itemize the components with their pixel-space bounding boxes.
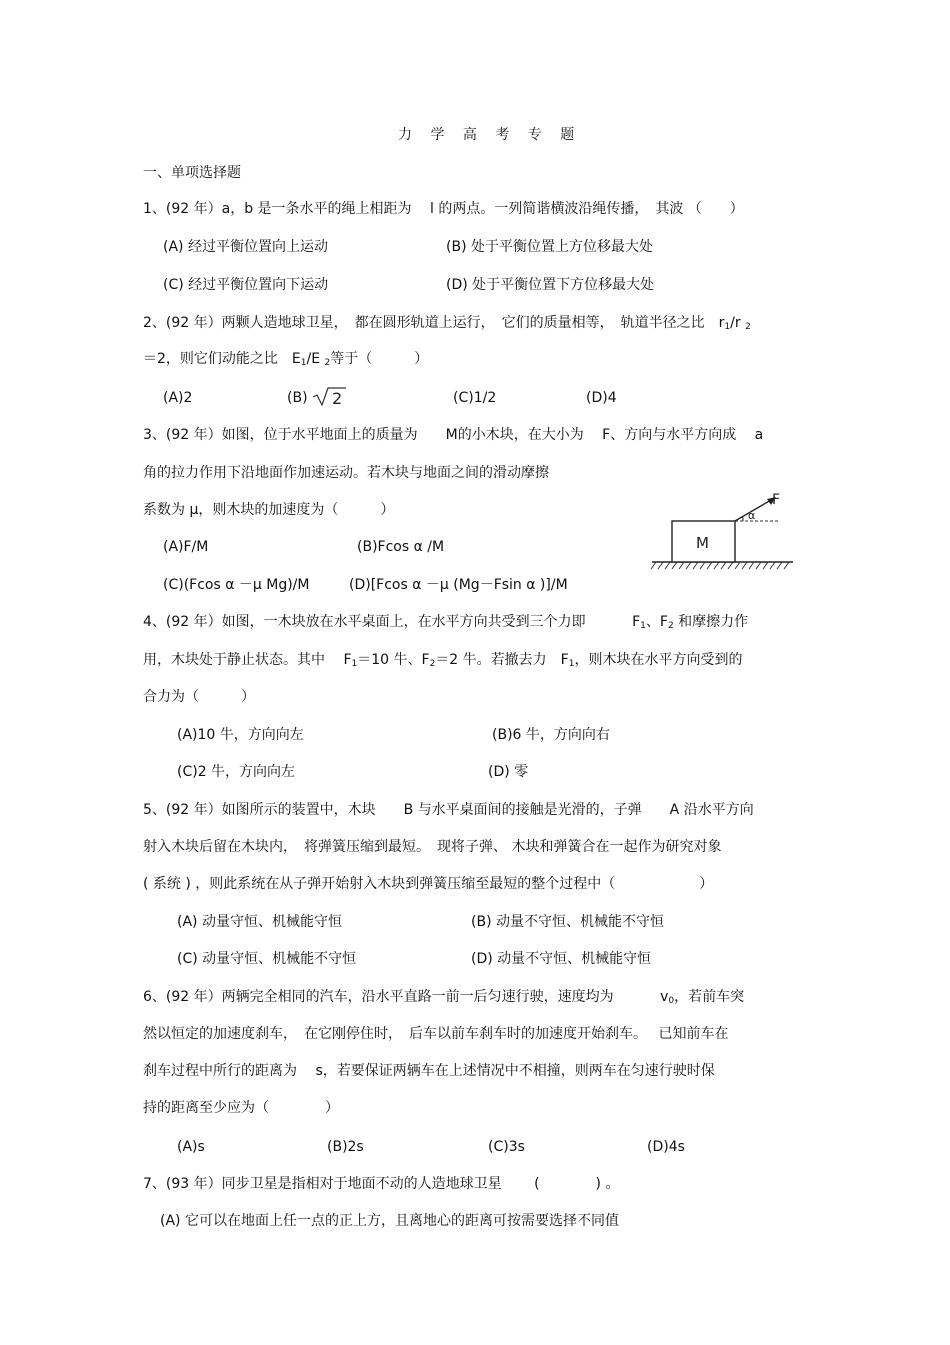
angle-label: α xyxy=(748,509,756,522)
question-7-option-a: (A) 它可以在地面上任一点的正上方，且离地心的距离可按需要选择不同值 xyxy=(160,1213,619,1229)
question-3-option-c: (C)(Fcos α －μ Mg)/M xyxy=(163,577,310,593)
question-1-option-d: (D) 处于平衡位置下方位移最大处 xyxy=(446,277,655,293)
question-5-stem-line-2: 射入木块后留在木块内， 将弹簧压缩到最短。 现将子弹、 木块和弹簧合在一起作为研究对象 xyxy=(143,839,722,855)
force-label: F xyxy=(772,492,781,508)
q2-text-b: /r xyxy=(730,315,741,331)
q2-text-c: ＝2，则它们动能之比 E xyxy=(143,351,301,367)
q2-sub-e2: 2 xyxy=(324,358,331,368)
question-3-option-b: (B)Fcos α /M xyxy=(357,539,445,555)
section-heading: 一、单项选择题 xyxy=(143,165,241,181)
q2-sub-r2: 2 xyxy=(745,322,751,332)
question-4-stem-line-2 xyxy=(143,651,742,673)
question-5-option-d: (D) 动量不守恒、机械能守恒 xyxy=(471,951,652,967)
question-6-option-d: (D)4s xyxy=(647,1139,685,1155)
question-3-stem-line-1: 3、(92 年）如图，位于水平地面上的质量为 M的小木块，在大小为 F、方向与水平方向成 a xyxy=(143,427,764,443)
question-1-option-b: (B) 处于平衡位置上方位移最大处 xyxy=(446,239,653,255)
question-5-stem-line-1: 5、(92 年）如图所示的装置中，木块 B 与水平桌面间的接触是光滑的，子弹 A 沿水平方向 xyxy=(143,802,754,818)
question-2-option-d: (D)4 xyxy=(586,390,617,406)
question-4-option-c: (C)2 牛，方向向左 xyxy=(177,764,296,780)
q4-text-e: ＝10 牛、F xyxy=(357,652,430,668)
question-2-option-a: (A)2 xyxy=(163,390,193,406)
q4-text-g: ，则木块在水平方向受到的 xyxy=(574,652,743,668)
q2-text-a: 2、(92 年）两颗人造地球卫星， 都在圆形轨道上运行， 它们的质量相等， 轨道半径之比 r xyxy=(143,315,725,331)
sqrt-symbol xyxy=(311,385,347,407)
question-4-option-b: (B)6 牛，方向向右 xyxy=(492,727,610,743)
q2-text-d: /E xyxy=(306,351,321,367)
q4-text-a: 4、(92 年）如图，一木块放在水平桌面上，在水平方向共受到三个力即 F xyxy=(143,614,641,630)
question-6-option-a: (A)s xyxy=(177,1139,205,1155)
question-4-stem-line-1 xyxy=(143,613,748,635)
q4-sub-f1c: 1 xyxy=(568,659,575,669)
q4-sub-f2b: 2 xyxy=(429,659,436,669)
q2-option-b-label: (B) xyxy=(287,390,308,406)
question-4-option-a: (A)10 牛，方向向左 xyxy=(177,727,304,743)
question-3-stem-line-2: 角的拉力作用下沿地面作加速运动。若木块与地面之间的滑动摩擦 xyxy=(143,465,549,481)
question-6-option-c: (C)3s xyxy=(488,1139,525,1155)
question-6-stem-line-3: 刹车过程中所行的距离为 s，若要保证两辆车在上述情况中不相撞，则两车在匀速行驶时保 xyxy=(143,1063,715,1079)
question-3-option-d: (D)[Fcos α －μ (Mg－Fsin α )]/M xyxy=(349,577,568,593)
q6-text-b: ，若前车突 xyxy=(674,989,745,1005)
question-6-stem-line-4: 持的距离至少应为（ ） xyxy=(143,1100,339,1116)
q6-sub-v0: 0 xyxy=(668,996,675,1006)
q6-text-a: 6、(92 年）两辆完全相同的汽车，沿水平直路一前一后匀速行驶，速度均为 v xyxy=(143,989,669,1005)
block-label: M xyxy=(696,534,709,552)
q2-text-e: 等于（ ） xyxy=(330,351,429,367)
question-7-stem: 7、(93 年）同步卫星是指相对于地面不动的人造地球卫星 ( ) 。 xyxy=(143,1176,620,1192)
question-5-stem-line-3: ( 系统 ) ，则此系统在从子弹开始射入木块到弹簧压缩至最短的整个过程中（ ） xyxy=(143,876,714,892)
question-4-option-d: (D) 零 xyxy=(488,764,529,780)
question-2-option-c: (C)1/2 xyxy=(453,390,497,406)
q2-sub-e1: 1 xyxy=(300,358,307,368)
question-3-stem-line-3: 系数为 μ，则木块的加速度为（ ） xyxy=(143,502,395,518)
q4-sub-f2: 2 xyxy=(667,621,674,631)
q4-sub-f1b: 1 xyxy=(351,659,358,669)
question-6-stem-line-1 xyxy=(143,988,744,1010)
question-4-stem-line-3: 合力为（ ） xyxy=(143,689,255,705)
page-title: 力 学 高 考 专 题 xyxy=(398,127,582,143)
question-1-option-a: (A) 经过平衡位置向上运动 xyxy=(163,239,328,255)
question-2-stem-line-2 xyxy=(143,350,428,372)
question-2-option-b xyxy=(287,389,343,407)
question-6-stem-line-2: 然以恒定的加速度刹车， 在它刚停住时， 后车以前车刹车时的加速度开始刹车。 已知前车在 xyxy=(143,1026,729,1042)
q2-sub-r1: 1 xyxy=(724,322,731,332)
question-5-option-a: (A) 动量守恒、机械能守恒 xyxy=(177,914,342,930)
question-1-option-c: (C) 经过平衡位置向下运动 xyxy=(163,277,329,293)
q4-text-b: 、F xyxy=(645,614,668,630)
q4-sub-f1: 1 xyxy=(640,621,646,631)
question-3-option-a: (A)F/M xyxy=(163,539,209,555)
question-3-figure xyxy=(648,488,798,576)
q4-text-c: 和摩擦力作 xyxy=(673,614,749,630)
q4-text-f: ＝2 牛。若撤去力 F xyxy=(435,652,569,668)
q4-text-d: 用，木块处于静止状态。其中 F xyxy=(143,652,352,668)
question-6-option-b: (B)2s xyxy=(327,1139,364,1155)
question-1-stem: 1、(92 年）a，b 是一条水平的绳上相距为 l 的两点。一列简谐横波沿绳传播， 其波 （ ） xyxy=(143,201,744,217)
question-5-option-b: (B) 动量不守恒、机械能不守恒 xyxy=(471,914,664,930)
question-5-option-c: (C) 动量守恒、机械能不守恒 xyxy=(177,951,357,967)
question-2-stem-line-1 xyxy=(143,314,751,336)
sqrt-radicand: 2 xyxy=(332,389,343,407)
